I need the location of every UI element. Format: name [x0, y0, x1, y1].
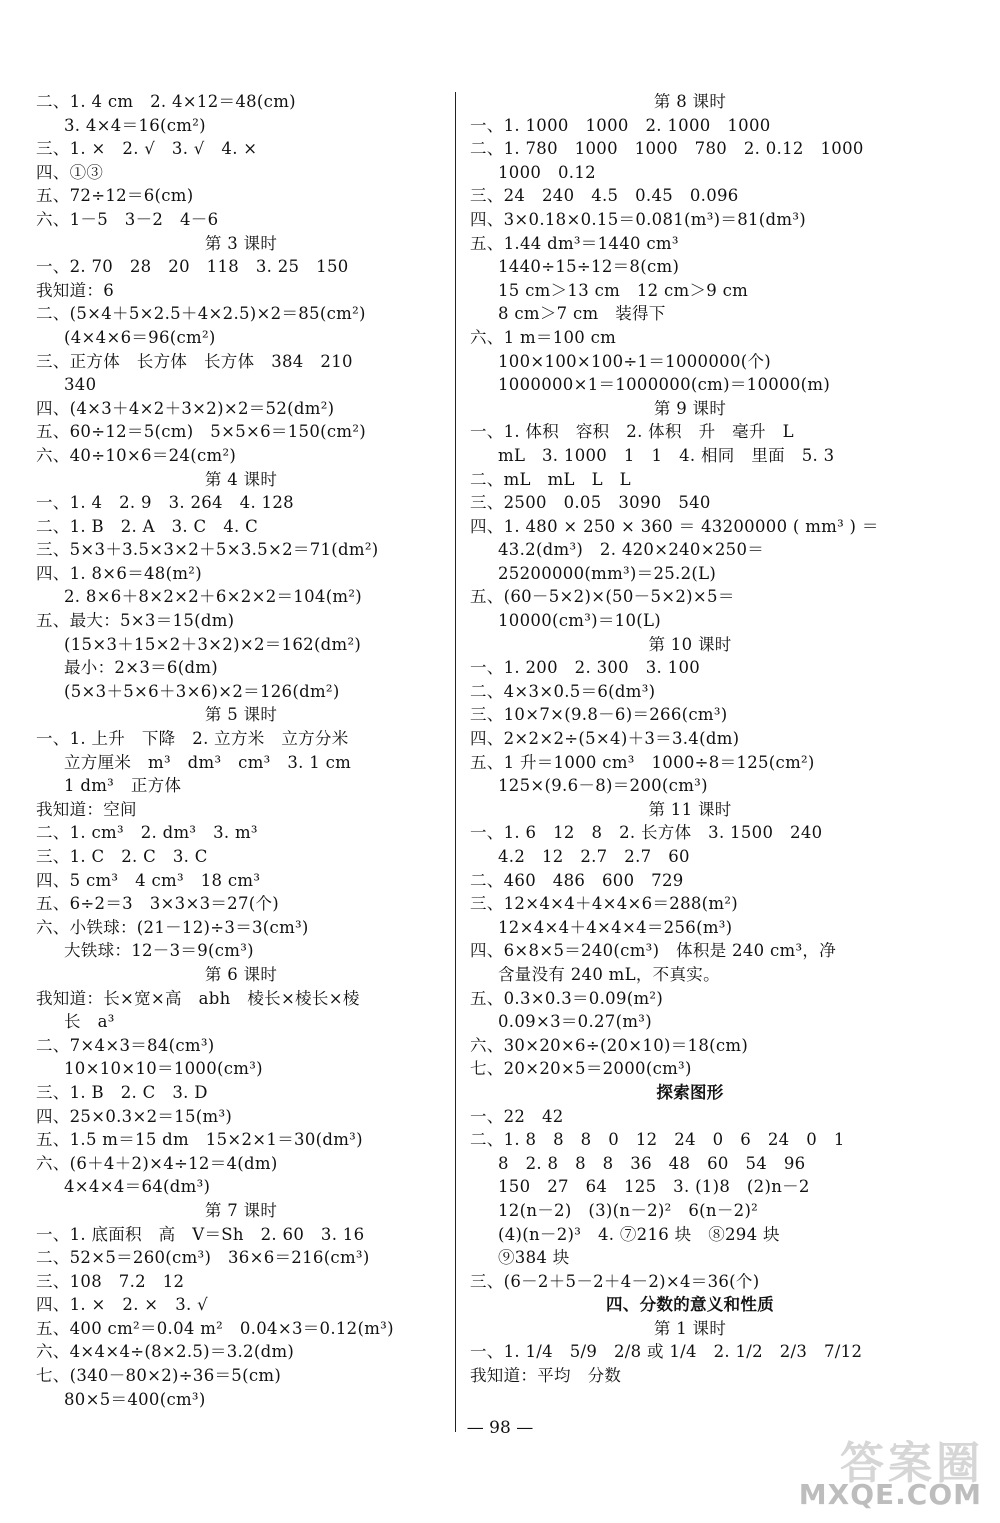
answer-line: 10000(cm³)＝10(L) [498, 611, 661, 631]
answer-line: 三、12×4×4＋4×4×6＝288(m²) [470, 894, 739, 914]
answer-line: 五、1.44 dm³＝1440 cm³ [470, 233, 679, 253]
answer-line: 六、小铁球：(21－12)÷3＝3(cm³) [36, 917, 309, 937]
answer-line: 3. 4×4＝16(cm²) [64, 115, 206, 135]
watermark-url: MXQE.COM [798, 1478, 982, 1511]
answer-line: 四、1. 480 × 250 × 360 ＝ 43200000 ( mm³ ) ＝ [470, 516, 879, 536]
answer-line: 一、1. 1/4 5/9 2/8 或 1/4 2. 1/2 2/3 7/12 [470, 1342, 863, 1362]
answer-line: 五、最大：5×3＝15(dm) [36, 611, 235, 631]
answer-line: 二、(5×4＋5×2.5＋4×2.5)×2＝85(cm²) [36, 304, 366, 324]
answer-line: 二、52×5＝260(cm³) 36×6＝216(cm³) [36, 1248, 370, 1268]
answer-line: 二、7×4×3＝84(cm³) [36, 1035, 215, 1055]
answer-line: 四、3×0.18×0.15＝0.081(m³)＝81(dm³) [470, 209, 806, 229]
answer-line: 2. 8×6＋8×2×2＋6×2×2＝104(m²) [64, 587, 363, 607]
answer-line: 大铁球：12－3＝9(cm³) [64, 941, 254, 961]
answer-line: 0.09×3＝0.27(m³) [498, 1012, 652, 1032]
answer-line: 六、1 m＝100 cm [470, 327, 617, 347]
answer-line: 二、460 486 600 729 [470, 870, 684, 890]
answer-line: 8 2. 8 8 8 36 48 60 54 96 [498, 1153, 806, 1173]
answer-line: 一、1. 6 12 8 2. 长方体 3. 1500 240 [470, 823, 823, 843]
site-watermark-logo [782, 1425, 992, 1515]
answer-line: 一、22 42 [470, 1106, 564, 1126]
answer-line: 六、4×4×4÷(8×2.5)＝3.2(dm) [36, 1342, 295, 1362]
section-heading: 第 6 课时 [204, 964, 278, 984]
answer-line: 二、1. 780 1000 1000 780 2. 0.12 1000 [470, 139, 864, 159]
answer-line: 六、40÷10×6＝24(cm²) [36, 445, 237, 465]
section-heading: 第 9 课时 [653, 398, 727, 418]
section-heading: 第 11 课时 [648, 799, 732, 819]
answer-line: 12×4×4＋4×4×4＝256(m³) [498, 917, 733, 937]
answer-line: 一、1. 底面积 高 V＝Sh 2. 60 3. 16 [36, 1224, 365, 1244]
answer-line: 五、1.5 m＝15 dm 15×2×1＝30(dm³) [36, 1130, 363, 1150]
answer-line: 二、1. cm³ 2. dm³ 3. m³ [36, 823, 258, 843]
answer-line: 七、20×20×5＝2000(cm³) [470, 1059, 692, 1079]
answer-line: 1 dm³ 正方体 [64, 776, 182, 796]
answer-line: 六、(6＋4＋2)×4÷12＝4(dm) [36, 1153, 278, 1173]
section-heading: 第 10 课时 [648, 634, 732, 654]
answer-line: mL 3. 1000 1 1 4. 相同 里面 5. 3 [498, 445, 835, 465]
answer-line: 三、1. × 2. √ 3. √ 4. × [36, 139, 258, 159]
answer-line: 1440÷15÷12＝8(cm) [498, 257, 680, 277]
answer-line: 四、2×2×2÷(5×4)＋3＝3.4(dm) [470, 729, 740, 749]
section-heading: 第 5 课时 [204, 705, 278, 725]
answer-line: 340 [64, 375, 97, 395]
answer-line: 我知道：空间 [36, 799, 137, 819]
answer-line: 七、(340－80×2)÷36＝5(cm) [36, 1366, 282, 1386]
answer-line: 4×4×4＝64(dm³) [64, 1177, 211, 1197]
answer-line: 五、(60－5×2)×(50－5×2)×5＝ [470, 587, 735, 607]
answer-line: 8 cm＞7 cm 装得下 [498, 304, 666, 324]
section-heading: 第 4 课时 [204, 469, 278, 489]
answer-line: 三、正方体 长方体 长方体 384 210 [36, 351, 353, 371]
answer-line: 10×10×10＝1000(cm³) [64, 1059, 263, 1079]
answer-line: 二、1. 4 cm 2. 4×12＝48(cm) [36, 92, 296, 111]
answer-line: 三、5×3＋3.5×3×2＋5×3.5×2＝71(dm²) [36, 540, 379, 560]
answer-line: 4.2 12 2.7 2.7 60 [498, 847, 690, 866]
answer-line: 三、10×7×(9.8－6)＝266(cm³) [470, 705, 728, 725]
answer-line: 43.2(dm³) 2. 420×240×250＝ [498, 540, 765, 560]
column-divider [455, 92, 456, 1432]
left-answer-column [36, 90, 446, 1411]
answer-line: 最小：2×3＝6(dm) [64, 658, 219, 678]
answer-line: (4)(n－2)³ 4. ⑦216 块 ⑧294 块 [498, 1224, 780, 1244]
answer-line: 五、72÷12＝6(cm) [36, 186, 194, 206]
answer-line: 100×100×100÷1＝1000000(个) [498, 351, 772, 371]
answer-line: 三、2500 0.05 3090 540 [470, 493, 711, 513]
answer-line: 我知道：6 [36, 280, 114, 300]
answer-line: 25200000(mm³)＝25.2(L) [498, 563, 717, 583]
section-heading: 第 1 课时 [653, 1318, 727, 1338]
answer-line: 三、108 7.2 12 [36, 1271, 185, 1291]
answer-line: 一、1. 体积 容积 2. 体积 升 毫升 L [470, 422, 794, 442]
answer-line: 1000000×1＝1000000(cm)＝10000(m) [498, 375, 831, 395]
answer-line: 四、1. × 2. × 3. √ [36, 1295, 208, 1315]
answer-line: 二、1. 8 8 8 0 12 24 0 6 24 0 1 [470, 1130, 845, 1150]
answer-line: 15 cm＞13 cm 12 cm＞9 cm [498, 280, 749, 300]
right-answer-column [470, 90, 910, 1388]
answer-line: 二、4×3×0.5＝6(dm³) [470, 681, 656, 701]
answer-line: 五、60÷12＝5(cm) 5×5×6＝150(cm²) [36, 422, 366, 442]
answer-line: 三、1. C 2. C 3. C [36, 847, 208, 866]
answer-line: 125×(9.6－8)＝200(cm³) [498, 776, 708, 796]
answer-line: 四、1. 8×6＝48(m²) [36, 563, 202, 583]
answer-line: ⑨384 块 [498, 1248, 570, 1268]
answer-line: 一、1. 4 2. 9 3. 264 4. 128 [36, 493, 294, 513]
answer-line: 一、1. 上升 下降 2. 立方米 立方分米 [36, 729, 349, 749]
answer-line: 含量没有 240 mL，不真实。 [498, 964, 720, 984]
answer-line: (5×3＋5×6＋3×6)×2＝126(dm²) [64, 681, 340, 701]
answer-line: 长 a³ [64, 1012, 115, 1032]
answer-line: 五、400 cm²＝0.04 m² 0.04×3＝0.12(m³) [36, 1318, 394, 1338]
answer-line: 80×5＝400(cm³) [64, 1389, 206, 1409]
answer-line: 四、25×0.3×2＝15(m³) [36, 1106, 233, 1126]
answer-line: 四、①③ [36, 162, 104, 182]
answer-line: 一、1. 200 2. 300 3. 100 [470, 658, 701, 678]
answer-line: (15×3＋15×2＋3×2)×2＝162(dm²) [64, 634, 362, 654]
answer-line: 我知道：长×宽×高 abh 棱长×棱长×棱 [36, 988, 360, 1008]
answer-line: 三、1. B 2. C 3. D [36, 1082, 208, 1102]
answer-line: 五、6÷2＝3 3×3×3＝27(个) [36, 894, 280, 914]
answer-line: 四、(4×3＋4×2＋3×2)×2＝52(dm²) [36, 398, 335, 418]
answer-line: 150 27 64 125 3. (1)8 (2)n－2 [498, 1177, 810, 1197]
section-heading: 探索图形 [656, 1082, 724, 1102]
answer-line: 三、24 240 4.5 0.45 0.096 [470, 186, 739, 206]
section-heading: 第 3 课时 [204, 233, 278, 253]
answer-line: 六、1－5 3－2 4－6 [36, 209, 219, 229]
answer-line: 四、5 cm³ 4 cm³ 18 cm³ [36, 870, 261, 890]
answer-line: 12(n－2) (3)(n－2)² 6(n－2)² [498, 1200, 759, 1220]
answer-line: 四、6×8×5＝240(cm³) 体积是 240 cm³，净 [470, 941, 836, 961]
answer-line: 二、1. B 2. A 3. C 4. C [36, 516, 259, 536]
section-heading: 第 7 课时 [204, 1200, 278, 1220]
answer-line: 六、30×20×6÷(20×10)＝18(cm) [470, 1035, 749, 1055]
answer-line: 二、mL mL L L [470, 469, 631, 489]
answer-line: 三、(6－2＋5－2＋4－2)×4＝36(个) [470, 1271, 760, 1291]
answer-line: 立方厘米 m³ dm³ cm³ 3. 1 cm [64, 752, 352, 772]
section-heading: 四、分数的意义和性质 [606, 1295, 774, 1315]
answer-line: (4×4×6＝96(cm²) [64, 327, 216, 347]
section-heading: 第 8 课时 [653, 92, 727, 111]
answer-line: 一、1. 1000 1000 2. 1000 1000 [470, 115, 771, 135]
answer-line: 五、0.3×0.3＝0.09(m²) [470, 988, 664, 1008]
watermark-logo-text: 答案圈 [840, 1438, 984, 1489]
page-number: — 98 — [466, 1418, 534, 1438]
answer-line: 五、1 升＝1000 cm³ 1000÷8＝125(cm²) [470, 752, 815, 772]
answer-line: 一、2. 70 28 20 118 3. 25 150 [36, 257, 349, 277]
answer-line: 1000 0.12 [498, 162, 596, 182]
answer-line: 我知道：平均 分数 [470, 1366, 622, 1386]
